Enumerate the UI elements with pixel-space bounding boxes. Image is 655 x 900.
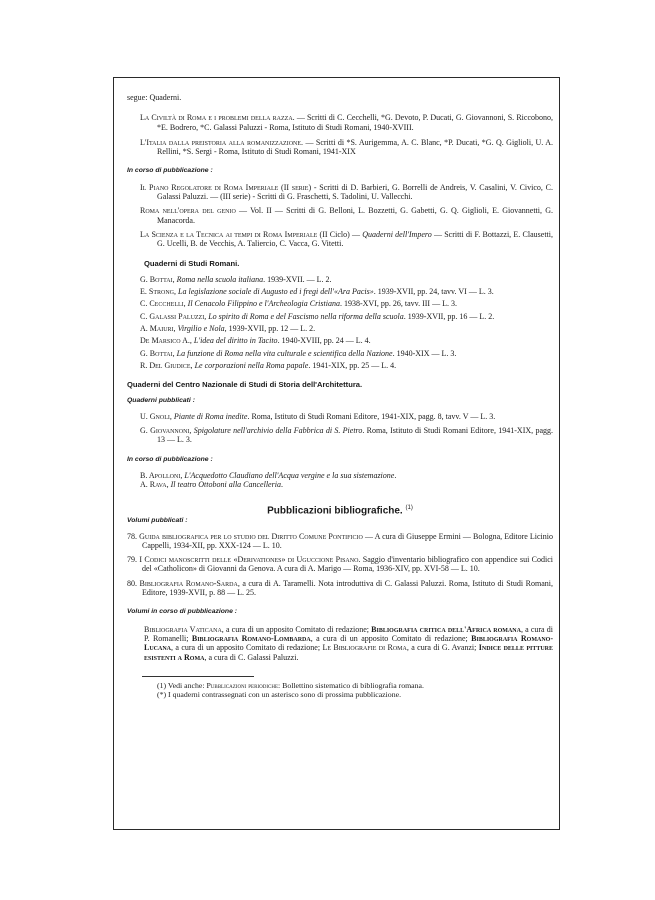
paragraph-volumi-in-corso: Bibliografia Vaticana, a cura di un apposito Comitato di redazione; Bibliografia critica dell'Africa romana, a cura di P. Romanelli; Bibliografia Romano-Lombarda, a cura di un apposito Comitato di redazione; Bibliografia Romano-Lucana, a cura di un apposito Comitato di redazione; Le Bibliografie di Roma, a cura di G. Avanzi; Indice delle pitture esistenti a Roma, a cura di C. Galassi Paluzzi. [144, 624, 554, 662]
entry-de-marsico: De Marsico A., L'idea del diritto in Tacito. 1940-XVIII, pp. 24 — L. 4. [140, 336, 371, 346]
entry-78: 78. Guida bibliografica per lo studio del Diritto Comune Pontificio — A cura di Giuseppe Ermini — Bologna, Editore Licinio Cappelli, 1934-XII, pp. XXX-124 — L. 10. [127, 531, 554, 550]
continuation-label: segue: Quaderni. [127, 93, 182, 102]
heading-pubblicazioni-bibliografiche: Pubblicazioni bibliografiche. $^{(1)}$ [267, 504, 413, 516]
entry-79: 79. I Codici manoscritti delle «Derivationes» di Uguccione Pisano. Saggio d'inventario bibliografico con appendice sui Codici del «Catholicon» di Giovanni da Genova. A cura di A. Marigo — Roma, 1936-XIV, pp. XVI-58 — L. 10. [127, 555, 553, 574]
entry-italia: L'Italia dalla preistoria alla romanizzazione. — Scritti di *S. Aurigemma, A. C. Blanc, *P. Ducati, *G. Q. Giglioli, U. A. Rellini, *S. Sergi - Roma, Istituto di Studi Romani, 1941-XIX [140, 137, 554, 157]
footnote-divider [142, 676, 254, 677]
footnote-mark: (1) [405, 504, 413, 511]
entry-del-giudice: R. Del Giudice, Le corporazioni nella Roma papale. 1941-XIX, pp. 25 — L. 4. [140, 360, 397, 370]
heading-quaderni-centro: Quaderni del Centro Nazionale di Studi di Storia dell'Architettura. [127, 380, 363, 390]
entry-apolloni: B. Apolloni, L'Acquedotto Claudiano dell'Acqua vergine e la sua sistemazione. [140, 471, 397, 481]
entry-gnoli: U. Gnoli, Piante di Roma inedite. Roma, Istituto di Studi Romani Editore, 1941-XIX, pagg. 8, tavv. V — L. 3. [140, 411, 496, 421]
entry-bottai-1: G. Bottai, Roma nella scuola italiana. 1939-XVII. — L. 2. [140, 274, 332, 284]
heading-quaderni-studi: Quaderni di Studi Romani. [144, 258, 240, 268]
entry-giovannoni: G. Giovannoni, Spigolature nell'archivio della Fabbrica di S. Pietro. Roma, Istituto di Studi Romani Editore, 1941-XIX, pagg. 13 — L. 3. [140, 426, 554, 445]
entry-scienza-tecnica: La Scienza e la Tecnica ai tempi di Roma Imperiale (II Ciclo) — Quaderni dell'Impero — Scritti di F. Bottazzi, E. Clausetti, G. Ucelli, B. de Vecchis, A. Taliercio, C. Vacca, G. Vitetti. [140, 229, 553, 249]
heading-volumi-in-corso: Volumi in corso di pubblicazione : [127, 608, 238, 616]
entry-rava: A. Rava, Il teatro Ottoboni alla Cancelleria. [140, 480, 283, 490]
subheading-quaderni-pubblicati: Quaderni pubblicati : [127, 396, 195, 404]
footnote-asterisk: (*) I quaderni contrassegnati con un asterisco sono di prossima pubblicazione. [157, 690, 402, 700]
page-content [114, 78, 559, 829]
entry-galassi-paluzzi: C. Galassi Paluzzi, Lo spirito di Roma e del Fascismo nella riforma della scuola. 1939-XVII, pp. 16 — L. 2. [140, 311, 495, 321]
entry-civilta: La Civiltà di Roma e i problemi della razza. — Scritti di C. Cecchelli, *G. Devoto, P. Ducati, G. Giovannoni, S. Riccobono, *E. Bodrero, *C. Galassi Paluzzi - Roma, Istituto di Studi Romani, 1940-XVIII. [140, 113, 553, 132]
entry-strong: E. Strong, La legislazione sociale di Augusto ed i fregi dell'«Ara Pacis». 1939-XVII, pp. 24, tavv. VI — L. 3. [140, 287, 494, 297]
entry-80: 80. Bibliografia Romano-Sarda, a cura di A. Taramelli. Nota introduttiva di C. Galassi Paluzzi. Roma, Istituto di Studi Romani, Editore, 1939-XVII, p. 88 — L. 25. [127, 578, 553, 598]
subheading-volumi-pubblicati: Volumi pubblicati : [127, 517, 188, 525]
heading-in-corso-1: In corso di pubblicazione : [127, 167, 213, 175]
entry-piano-regolatore: Il Piano Regolatore di Roma Imperiale (II serie) - Scritti di D. Barbieri, G. Borrelli de Andreis, V. Casalini, V. Civico, C. Galassi Paluzzi. — (III serie) - Scritti di G. Fraschetti, S. Tadolini, U. Vallecchi. [140, 182, 553, 202]
entry-roma-genio: Roma nell'opera del genio — Vol. II — Scritti di G. Belloni, L. Bozzetti, G. Gabetti, G. Q. Giglioli, E. Giovannetti, G. Manacorda. [140, 206, 553, 225]
heading-in-corso-2: In corso di pubblicazione : [127, 455, 213, 463]
footnote-1: (1) Vedi anche: Pubblicazioni periodiche: Bollettino sistematico di bibliografia romana. [157, 680, 424, 690]
entry-cecchelli: C. Cecchelli, Il Cenacolo Filippino e l'Archeologia Cristiana. 1938-XVI, pp. 26, tavv. III — L. 3. [140, 299, 457, 309]
page-frame [113, 77, 560, 830]
entry-maiuri: A. Maiuri, Virgilio e Nola, 1939-XVII, pp. 12 — L. 2. [140, 324, 316, 334]
entry-bottai-2: G. Bottai, La funzione di Roma nella vita culturale e scientifica della Nazione. 1940-XIX — L. 3. [140, 348, 457, 358]
